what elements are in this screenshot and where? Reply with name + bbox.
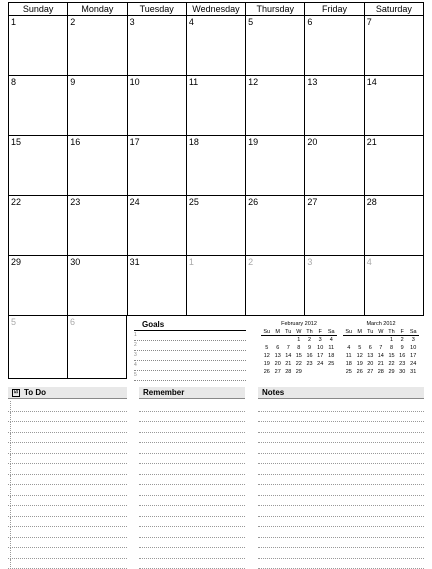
mini-day: 26 xyxy=(261,368,273,376)
ruled-line[interactable] xyxy=(139,454,245,465)
day-number: 17 xyxy=(130,137,140,147)
month-calendar xyxy=(8,2,424,316)
ruled-line[interactable] xyxy=(258,443,424,454)
mini-day xyxy=(315,368,325,376)
day-number: 20 xyxy=(307,137,317,147)
day-cell[interactable] xyxy=(127,16,186,76)
ruled-line[interactable] xyxy=(258,475,424,486)
mini-weekday: Th xyxy=(386,329,397,336)
ruled-line[interactable] xyxy=(139,538,245,549)
mini-day: 28 xyxy=(376,368,386,376)
day-number: 1 xyxy=(11,17,16,27)
mini-day: 29 xyxy=(386,368,397,376)
day-number: 11 xyxy=(189,77,198,87)
day-number: 22 xyxy=(11,197,21,207)
day-number: 27 xyxy=(307,197,317,207)
goal-number: 2 xyxy=(134,341,137,350)
ruled-line[interactable] xyxy=(8,464,127,475)
day-cell[interactable] xyxy=(364,196,424,256)
mini-calendar-march xyxy=(343,321,419,376)
ruled-line[interactable] xyxy=(8,538,127,549)
mini-day: 1 xyxy=(386,336,397,345)
mini-day: 31 xyxy=(407,368,419,376)
mini-day: 16 xyxy=(397,352,407,360)
day-cell[interactable] xyxy=(127,136,186,196)
mini-day: 6 xyxy=(365,344,376,352)
ruled-line[interactable] xyxy=(139,443,245,454)
todo-section xyxy=(8,387,127,569)
ruled-line[interactable] xyxy=(8,485,127,496)
mini-day: 17 xyxy=(407,352,419,360)
day-cell[interactable] xyxy=(127,256,186,316)
ruled-line[interactable] xyxy=(139,433,245,444)
day-cell[interactable] xyxy=(8,136,67,196)
mini-calendar-table xyxy=(343,329,419,376)
day-cell[interactable] xyxy=(67,316,127,379)
ruled-line[interactable] xyxy=(8,517,127,528)
mini-day: 21 xyxy=(376,360,386,368)
mini-day: 12 xyxy=(355,352,365,360)
ruled-line[interactable] xyxy=(8,401,127,412)
ruled-line[interactable] xyxy=(258,422,424,433)
mini-day: 12 xyxy=(261,352,273,360)
mini-day xyxy=(355,336,365,345)
ruled-line[interactable] xyxy=(258,464,424,475)
ruled-line[interactable] xyxy=(258,527,424,538)
ruled-line[interactable] xyxy=(139,412,245,423)
goal-line[interactable] xyxy=(134,361,246,371)
mini-day: 4 xyxy=(325,336,337,345)
day-number: 5 xyxy=(11,317,16,327)
mini-calendar-february xyxy=(261,321,337,376)
day-cell[interactable] xyxy=(186,256,245,316)
day-cell[interactable] xyxy=(304,136,363,196)
day-number: 26 xyxy=(248,197,258,207)
mini-day: 16 xyxy=(304,352,315,360)
mini-day: 10 xyxy=(315,344,325,352)
goal-line[interactable] xyxy=(134,331,246,341)
goals-section xyxy=(134,320,246,381)
day-cell[interactable] xyxy=(304,196,363,256)
day-number: 18 xyxy=(189,137,199,147)
weekday-label: Monday xyxy=(67,2,126,16)
day-cell[interactable] xyxy=(364,16,424,76)
day-cell[interactable] xyxy=(186,196,245,256)
mini-day: 8 xyxy=(294,344,304,352)
day-number: 7 xyxy=(367,17,372,27)
mini-day: 19 xyxy=(355,360,365,368)
day-number: 6 xyxy=(70,317,75,327)
weekday-label: Wednesday xyxy=(186,2,245,16)
mini-day: 2 xyxy=(304,336,315,345)
goal-number: 5 xyxy=(134,371,137,380)
ruled-line[interactable] xyxy=(139,496,245,507)
day-number: 29 xyxy=(11,257,21,267)
mini-weekday: Tu xyxy=(283,329,294,336)
day-number: 6 xyxy=(307,17,312,27)
mini-day: 9 xyxy=(304,344,315,352)
week-row xyxy=(8,16,424,76)
mini-weekday: F xyxy=(315,329,325,336)
ruled-line[interactable] xyxy=(258,548,424,559)
mini-calendar-table xyxy=(261,329,337,376)
mini-day: 3 xyxy=(407,336,419,345)
mini-day: 19 xyxy=(261,360,273,368)
day-cell[interactable] xyxy=(67,136,126,196)
day-number: 8 xyxy=(11,77,16,87)
day-number: 25 xyxy=(189,197,199,207)
mini-day xyxy=(304,368,315,376)
day-cell[interactable] xyxy=(127,76,186,136)
day-number: 31 xyxy=(130,257,140,267)
day-number: 15 xyxy=(11,137,21,147)
goal-line[interactable] xyxy=(134,371,246,381)
day-number: 3 xyxy=(307,257,312,267)
weekday-label: Tuesday xyxy=(127,2,186,16)
goals-title: Goals xyxy=(134,320,246,331)
mini-day: 23 xyxy=(397,360,407,368)
mini-day xyxy=(325,368,337,376)
week-row xyxy=(8,196,424,256)
mini-day: 25 xyxy=(343,368,355,376)
goal-line[interactable] xyxy=(134,341,246,351)
ruled-line[interactable] xyxy=(8,506,127,517)
ruled-line[interactable] xyxy=(139,401,245,412)
day-cell[interactable] xyxy=(245,256,304,316)
notes-lines xyxy=(258,401,424,569)
day-cell[interactable] xyxy=(186,136,245,196)
mini-weekday: Tu xyxy=(365,329,376,336)
mini-calendar-title: March 2012 xyxy=(343,321,419,327)
day-number: 21 xyxy=(367,137,377,147)
mini-day: 14 xyxy=(283,352,294,360)
mini-day: 24 xyxy=(315,360,325,368)
ruled-line[interactable] xyxy=(8,422,127,433)
day-cell[interactable] xyxy=(67,196,126,256)
ruled-line[interactable] xyxy=(258,433,424,444)
mini-day: 29 xyxy=(294,368,304,376)
todo-title xyxy=(8,387,127,399)
ruled-line[interactable] xyxy=(8,433,127,444)
mini-weekday: Sa xyxy=(325,329,337,336)
day-cell[interactable] xyxy=(245,136,304,196)
calendar-grid xyxy=(8,16,424,316)
day-cell[interactable] xyxy=(304,76,363,136)
weekday-label: Thursday xyxy=(245,2,304,16)
ruled-line[interactable] xyxy=(8,443,127,454)
mini-day xyxy=(376,336,386,345)
ruled-line[interactable] xyxy=(258,517,424,528)
day-cell[interactable] xyxy=(245,16,304,76)
goal-number: 3 xyxy=(134,351,137,360)
mini-day: 18 xyxy=(325,352,337,360)
day-cell[interactable] xyxy=(8,196,67,256)
mini-day: 11 xyxy=(325,344,337,352)
mini-day: 13 xyxy=(273,352,283,360)
mini-day: 24 xyxy=(407,360,419,368)
day-cell[interactable] xyxy=(67,256,126,316)
weekday-header xyxy=(8,2,424,16)
ruled-line[interactable] xyxy=(258,485,424,496)
ruled-line[interactable] xyxy=(258,538,424,549)
weekday-label: Saturday xyxy=(364,2,424,16)
mini-weekday: Th xyxy=(304,329,315,336)
mini-day: 13 xyxy=(365,352,376,360)
mini-day: 22 xyxy=(386,360,397,368)
ruled-line[interactable] xyxy=(139,517,245,528)
ruled-line[interactable] xyxy=(139,559,245,569)
day-cell[interactable] xyxy=(186,76,245,136)
mini-day: 27 xyxy=(365,368,376,376)
mini-day: 11 xyxy=(343,352,355,360)
calendar-extra-row xyxy=(8,316,127,379)
mini-day: 30 xyxy=(397,368,407,376)
mini-day: 5 xyxy=(355,344,365,352)
mini-day: 21 xyxy=(283,360,294,368)
ruled-line[interactable] xyxy=(8,548,127,559)
day-number: 2 xyxy=(70,17,75,27)
day-number: 1 xyxy=(189,257,194,267)
remember-section xyxy=(139,387,245,569)
ruled-line[interactable] xyxy=(139,548,245,559)
day-number: 30 xyxy=(70,257,80,267)
mini-weekday: Sa xyxy=(407,329,419,336)
day-cell[interactable] xyxy=(364,76,424,136)
mini-day: 14 xyxy=(376,352,386,360)
day-number: 16 xyxy=(70,137,80,147)
remember-lines xyxy=(139,401,245,569)
day-number: 28 xyxy=(367,197,377,207)
day-cell[interactable] xyxy=(8,316,67,379)
mini-day: 23 xyxy=(304,360,315,368)
mini-day xyxy=(273,336,283,345)
ruled-line[interactable] xyxy=(8,496,127,507)
mini-day: 20 xyxy=(365,360,376,368)
mini-weekday: M xyxy=(273,329,283,336)
mini-day: 4 xyxy=(343,344,355,352)
day-number: 23 xyxy=(70,197,80,207)
ruled-line[interactable] xyxy=(139,485,245,496)
todo-title-text: To Do xyxy=(24,388,46,397)
mini-calendar-title: February 2012 xyxy=(261,321,337,327)
mini-day: 26 xyxy=(355,368,365,376)
day-number: 3 xyxy=(130,17,135,27)
day-number: 14 xyxy=(367,77,377,87)
ruled-line[interactable] xyxy=(139,422,245,433)
ruled-line[interactable] xyxy=(139,464,245,475)
remember-title: Remember xyxy=(139,387,245,399)
mini-day: 17 xyxy=(315,352,325,360)
day-cell[interactable] xyxy=(364,136,424,196)
mini-day: 20 xyxy=(273,360,283,368)
weekday-label: Sunday xyxy=(8,2,67,16)
day-cell[interactable] xyxy=(304,256,363,316)
day-number: 5 xyxy=(248,17,253,27)
mini-weekday: W xyxy=(294,329,304,336)
day-cell[interactable] xyxy=(67,76,126,136)
ruled-line[interactable] xyxy=(139,506,245,517)
goal-line[interactable] xyxy=(134,351,246,361)
mini-weekday: F xyxy=(397,329,407,336)
mini-day: 8 xyxy=(386,344,397,352)
day-cell[interactable] xyxy=(186,16,245,76)
mini-weekday: M xyxy=(355,329,365,336)
mini-day xyxy=(261,336,273,345)
notes-title: Notes xyxy=(258,387,424,399)
mini-day: 15 xyxy=(294,352,304,360)
mini-day: 15 xyxy=(386,352,397,360)
day-number: 19 xyxy=(248,137,258,147)
mini-day xyxy=(365,336,376,345)
day-cell[interactable] xyxy=(304,16,363,76)
mini-day: 1 xyxy=(294,336,304,345)
week-row xyxy=(8,76,424,136)
mini-day: 5 xyxy=(261,344,273,352)
week-row xyxy=(8,136,424,196)
day-number: 4 xyxy=(367,257,372,267)
week-row xyxy=(8,256,424,316)
day-number: 12 xyxy=(248,77,258,87)
ruled-line[interactable] xyxy=(258,454,424,465)
mini-day: 9 xyxy=(397,344,407,352)
mini-day: 18 xyxy=(343,360,355,368)
mini-weekday: Su xyxy=(343,329,355,336)
day-cell[interactable] xyxy=(245,76,304,136)
mini-day: 6 xyxy=(273,344,283,352)
mini-day: 28 xyxy=(283,368,294,376)
day-number: 4 xyxy=(189,17,194,27)
day-cell[interactable] xyxy=(8,256,67,316)
notes-section xyxy=(258,387,424,569)
day-cell[interactable] xyxy=(245,196,304,256)
goal-number: 1 xyxy=(134,331,137,340)
ruled-line[interactable] xyxy=(139,475,245,486)
mini-weekday: Su xyxy=(261,329,273,336)
ruled-line[interactable] xyxy=(258,496,424,507)
mini-day: 2 xyxy=(397,336,407,345)
mini-day: 25 xyxy=(325,360,337,368)
day-cell[interactable] xyxy=(8,16,67,76)
todo-lines xyxy=(8,401,127,569)
day-cell[interactable] xyxy=(67,16,126,76)
ruled-line[interactable] xyxy=(8,559,127,569)
mini-day: 7 xyxy=(283,344,294,352)
mini-day: 7 xyxy=(376,344,386,352)
mini-day: 10 xyxy=(407,344,419,352)
goal-number: 4 xyxy=(134,361,137,370)
ruled-line[interactable] xyxy=(8,475,127,486)
day-cell[interactable] xyxy=(8,76,67,136)
day-number: 9 xyxy=(70,77,75,87)
day-number: 24 xyxy=(130,197,140,207)
ruled-line[interactable] xyxy=(258,401,424,412)
day-number: 13 xyxy=(307,77,317,87)
ruled-line[interactable] xyxy=(8,527,127,538)
day-cell[interactable] xyxy=(364,256,424,316)
mini-day: 3 xyxy=(315,336,325,345)
ruled-line[interactable] xyxy=(139,527,245,538)
mini-day: 27 xyxy=(273,368,283,376)
weekday-label: Friday xyxy=(304,2,363,16)
mini-day: 22 xyxy=(294,360,304,368)
day-number: 2 xyxy=(248,257,253,267)
mini-day xyxy=(343,336,355,345)
ruled-line[interactable] xyxy=(8,412,127,423)
ruled-line[interactable] xyxy=(258,506,424,517)
checkbox-icon: ☑ xyxy=(12,389,20,397)
day-number: 10 xyxy=(130,77,140,87)
ruled-line[interactable] xyxy=(258,559,424,569)
ruled-line[interactable] xyxy=(8,454,127,465)
mini-weekday: W xyxy=(376,329,386,336)
mini-day xyxy=(283,336,294,345)
day-cell[interactable] xyxy=(127,196,186,256)
ruled-line[interactable] xyxy=(258,412,424,423)
